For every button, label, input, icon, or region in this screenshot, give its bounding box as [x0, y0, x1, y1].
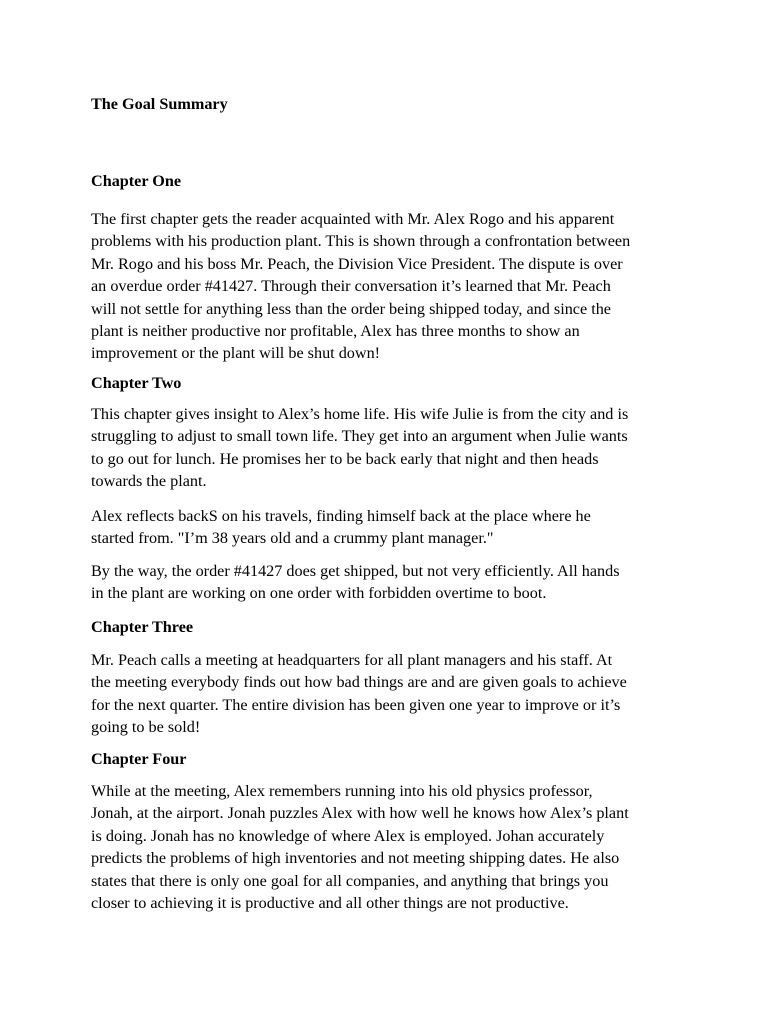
- text-line: will not settle for anything less than the order being shipped today, and since the: [91, 299, 611, 318]
- text-line: states that there is only one goal for all companies, and anything that brings you: [91, 871, 609, 890]
- text-line: plant is neither productive nor profitable, Alex has three months to show an: [91, 321, 580, 340]
- text-line: This chapter gives insight to Alex’s home life. His wife Julie is from the city and is: [91, 405, 629, 423]
- chapter-three-paragraph-1: [91, 649, 691, 739]
- text-line: going to be sold!: [91, 718, 201, 737]
- chapter-one-paragraph-1: [91, 208, 691, 365]
- text-line: struggling to adjust to small town life. They get into an argument when Julie wants: [91, 427, 628, 446]
- chapter-two-paragraph-2: [91, 505, 691, 550]
- chapter-four-heading: Chapter Four: [91, 750, 187, 768]
- chapter-two-paragraph-3: [91, 560, 691, 605]
- text-line: Alex reflects backS on his travels, finding himself back at the place where he: [91, 507, 591, 525]
- text-line: the meeting everybody finds out how bad things are and are given goals to achieve: [91, 673, 627, 692]
- text-line: The first chapter gets the reader acquainted with Mr. Alex Rogo and his apparent: [91, 210, 615, 228]
- document-title: The Goal Summary: [91, 95, 228, 113]
- text-line: towards the plant.: [91, 472, 207, 491]
- chapter-four-paragraph-1: [91, 780, 691, 914]
- text-line: to go out for lunch. He promises her to be back early that night and then heads: [91, 449, 599, 468]
- text-line: Jonah, at the airport. Jonah puzzles Alex with how well he knows how Alex’s plant: [91, 804, 629, 823]
- text-line: closer to achieving it is productive and all other things are not productive.: [91, 893, 569, 912]
- text-line: predicts the problems of high inventories and not meeting shipping dates. He also: [91, 849, 620, 868]
- text-line: for the next quarter. The entire division has been given one year to improve or it’s: [91, 695, 621, 714]
- chapter-three-heading: Chapter Three: [91, 618, 194, 636]
- text-line: started from. "I’m 38 years old and a crummy plant manager.": [91, 529, 494, 548]
- text-line: Mr. Rogo and his boss Mr. Peach, the Division Vice President. The dispute is over: [91, 254, 623, 273]
- text-line: improvement or the plant will be shut down!: [91, 344, 381, 363]
- text-line: Mr. Peach calls a meeting at headquarters for all plant managers and his staff. At: [91, 651, 613, 669]
- chapter-one-heading: Chapter One: [91, 172, 182, 190]
- chapter-two-heading: Chapter Two: [91, 374, 182, 392]
- text-line: While at the meeting, Alex remembers running into his old physics professor,: [91, 782, 593, 800]
- chapter-two-paragraph-1: [91, 403, 691, 493]
- text-line: in the plant are working on one order with forbidden overtime to boot.: [91, 584, 547, 603]
- text-line: an overdue order #41427. Through their conversation it’s learned that Mr. Peach: [91, 277, 611, 296]
- text-line: is doing. Jonah has no knowledge of where Alex is employed. Johan accurately: [91, 826, 605, 845]
- text-line: problems with his production plant. This is shown through a confrontation between: [91, 232, 631, 251]
- text-line: By the way, the order #41427 does get shipped, but not very efficiently. All hands: [91, 562, 620, 580]
